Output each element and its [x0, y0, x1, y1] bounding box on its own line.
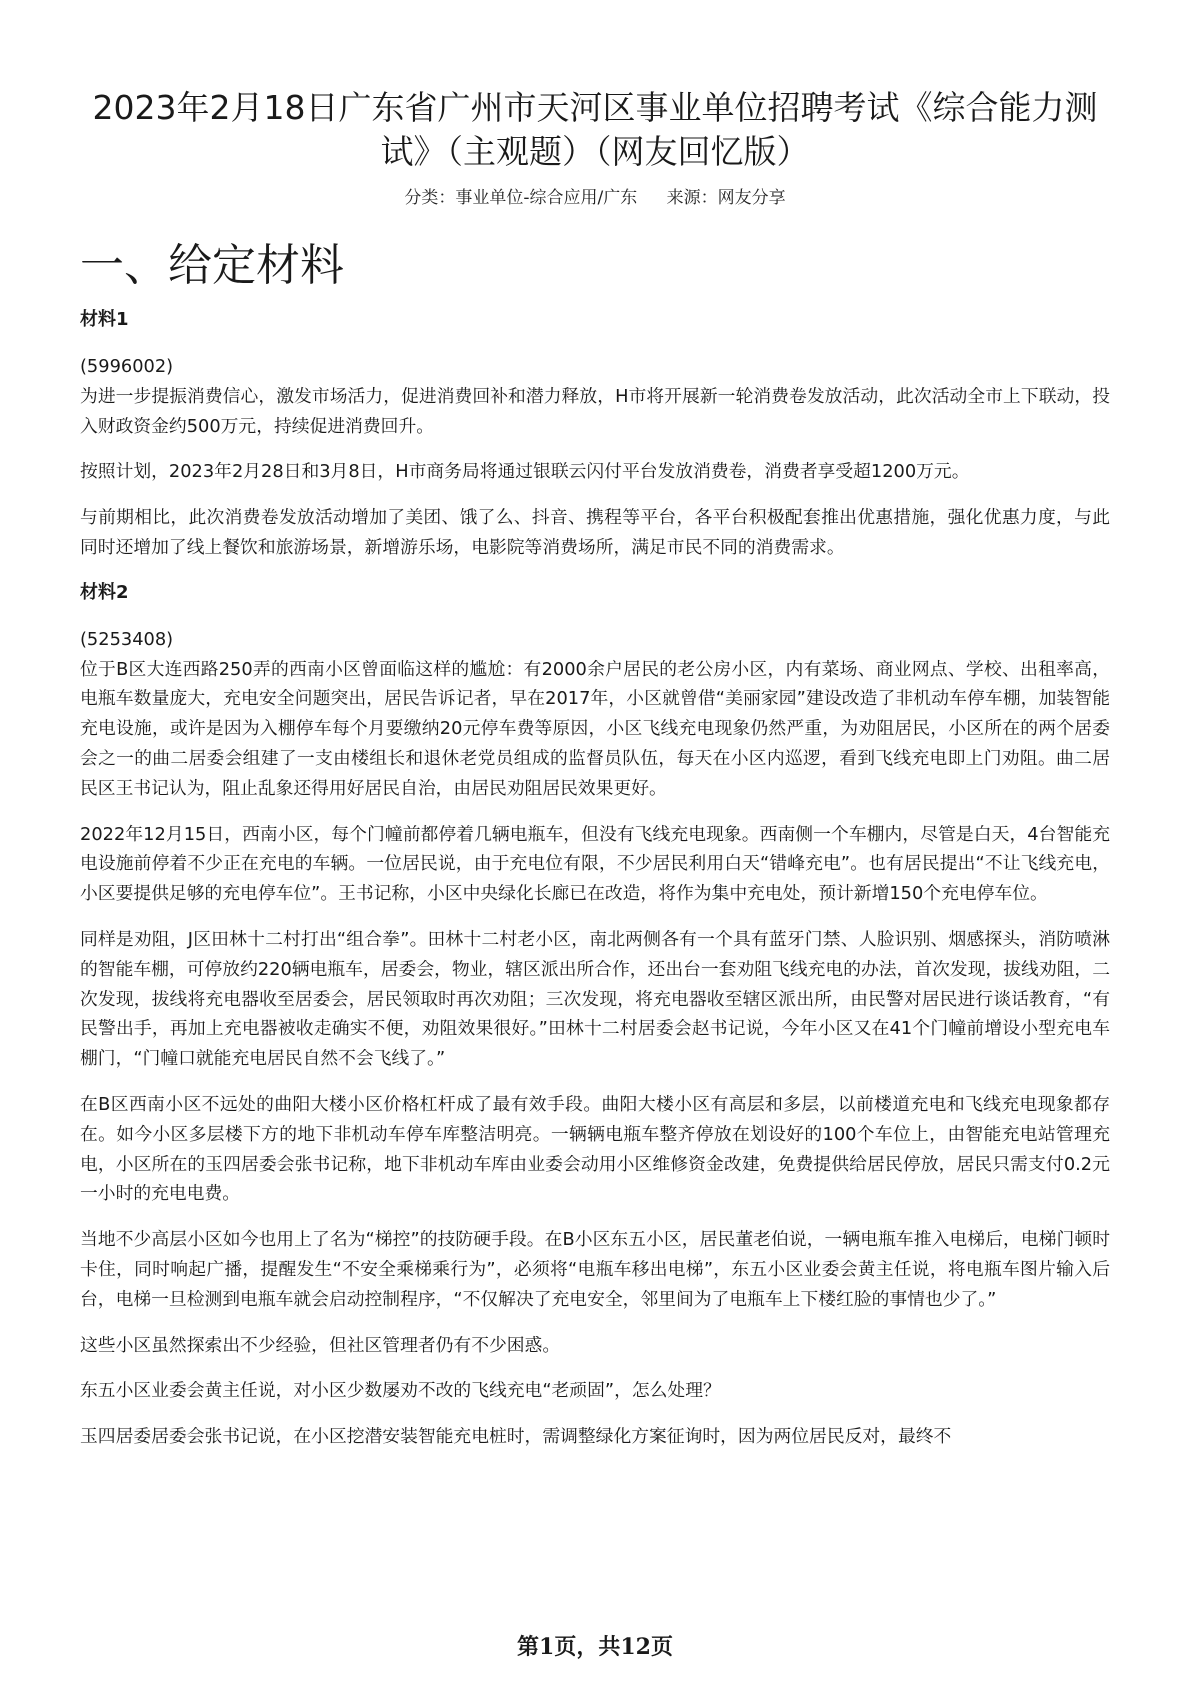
source-label: 来源：网友分享 — [666, 188, 786, 208]
material1-paragraph-3: 与前期相比，此次消费卷发放活动增加了美团、饿了么、抖音、携程等平台，各平台积极配套推出优惠措施，强化优惠力度，与此同时还增加了线上餐饮和旅游场景，新增游乐场，电影院等消费场所，满足市民不同的消费需求。 — [80, 507, 1110, 558]
material1-heading: 材料1 — [80, 309, 129, 330]
page-number-footer: 第1页，共12页 — [517, 1634, 673, 1660]
material1-paragraph-2: 按照计划，2023年2月28日和3月8日，H市商务局将通过银联云闪付平台发放消费卷，消费者享受超1200万元。 — [80, 461, 970, 483]
page-title: 2023年2月18日广东省广州市天河区事业单位招聘考试《综合能力测试》（主观题）（网友回忆版） — [92, 88, 1098, 171]
material2-paragraph-1: 位于B区大连西路250弄的西南小区曾面临这样的尴尬：有2000余户居民的老公房小区，内有菜场、商业网点、学校、出租率高，电瓶车数量庞大，充电安全问题突出，居民告诉记者，早在2017年，小区就曾借“美丽家园”建设改造了非机动车停车棚，加装智能充电设施，或许是因为入棚停车每个月要缴纳20元停车费等原因，小区飞线充电现象仍然严重，为劝阻居民，小区所在的两个居委会之一的曲二居委会组建了一支由楼组长和退休老党员组成的监督员队伍，每天在小区内巡逻，看到飞线充电即上门劝阻。曲二居民区王书记认为，阻止乱象还得用好居民自治，由居民劝阻居民效果更好。 — [80, 658, 1110, 799]
material2-paragraph-5: 当地不少高层小区如今也用上了名为“梯控”的技防硬手段。在B小区东五小区，居民董老伯说，一辆电瓶车推入电梯后，电梯门顿时卡住，同时响起广播，提醒发生“不安全乘梯乘行为”，必须将“电瓶车移出电梯”，东五小区业委会黄主任说，将电瓶车图片输入后台，电梯一旦检测到电瓶车就会启动控制程序，“不仅解决了充电安全，邻里间为了电瓶车上下楼红脸的事情也少了。” — [80, 1229, 1110, 1310]
material2-paragraph-6: 这些小区虽然探索出不少经验，但社区管理者仍有不少困惑。 — [80, 1334, 561, 1356]
material2-paragraph-3: 同样是劝阻，J区田林十二村打出“组合拳”。田林十二村老小区，南北两侧各有一个具有蓝牙门禁、人脸识别、烟感探头，消防喷淋的智能车棚，可停放约220辆电瓶车，居委会，物业，辖区派出所合作，还出台一套劝阻飞线充电的办法，首次发现，拔线劝阻，二次发现，拔线将充电器收至居委会，居民领取时再次劝阻；三次发现，将充电器收至辖区派出所，由民警对居民进行谈话教育，“有民警出手，再加上充电器被收走确实不便，劝阻效果很好。”田林十二村居委会赵书记说，今年小区又在41个门幢前增设小型充电车棚门，“门幢口就能充电居民自然不会飞线了。” — [80, 928, 1110, 1070]
category-label: 分类：事业单位-综合应用/广东 — [404, 188, 638, 208]
material2-paragraph-2: 2022年12月15日，西南小区，每个门幢前都停着几辆电瓶车，但没有飞线充电现象。西南侧一个车棚内，尽管是白天，4台智能充电设施前停着不少正在充电的车辆。一位居民说，由于充电位有限，不少居民利用白天“错峰充电”。也有居民提出“不让飞线充电，小区要提供足够的充电停车位”。王书记称，小区中央绿化长廊已在改造，将作为集中充电处，预计新增150个充电停车位。 — [80, 823, 1110, 905]
material1-paragraph-1: 为进一步提振消费信心，激发市场活力，促进消费回补和潜力释放，H市将开展新一轮消费卷发放活动，此次活动全市上下联动，投入财政资金约500万元，持续促进消费回升。 — [80, 385, 1110, 437]
meta-line — [80, 186, 1110, 210]
material2-id: (5253408) — [80, 628, 174, 650]
section-title: 一、给定材料 — [80, 240, 344, 291]
material2-paragraph-4: 在B区西南小区不远处的曲阳大楼小区价格杠杆成了最有效手段。曲阳大楼小区有高层和多层，以前楼道充电和飞线充电现象都存在。如今小区多层楼下方的地下非机动车停车库整洁明亮。一辆辆电瓶车整齐停放在划设好的100个车位上，由智能充电站管理充电，小区所在的玉四居委会张书记称，地下非机动车库由业委会动用小区维修资金改建，免费提供给居民停放，居民只需支付0.2元一小时的充电电费。 — [80, 1093, 1110, 1205]
material1-id: (5996002) — [80, 356, 174, 377]
material2-paragraph-7: 东五小区业委会黄主任说，对小区少数屡劝不改的飞线充电“老顽固”，怎么处理？ — [80, 1380, 721, 1402]
content-body — [80, 306, 1110, 1468]
material2-heading: 材料2 — [80, 581, 129, 603]
material2-paragraph-8: 玉四居委居委会张书记说，在小区挖潜安装智能充电桩时，需调整绿化方案征询时，因为两位居民反对，最终不 — [80, 1426, 952, 1448]
